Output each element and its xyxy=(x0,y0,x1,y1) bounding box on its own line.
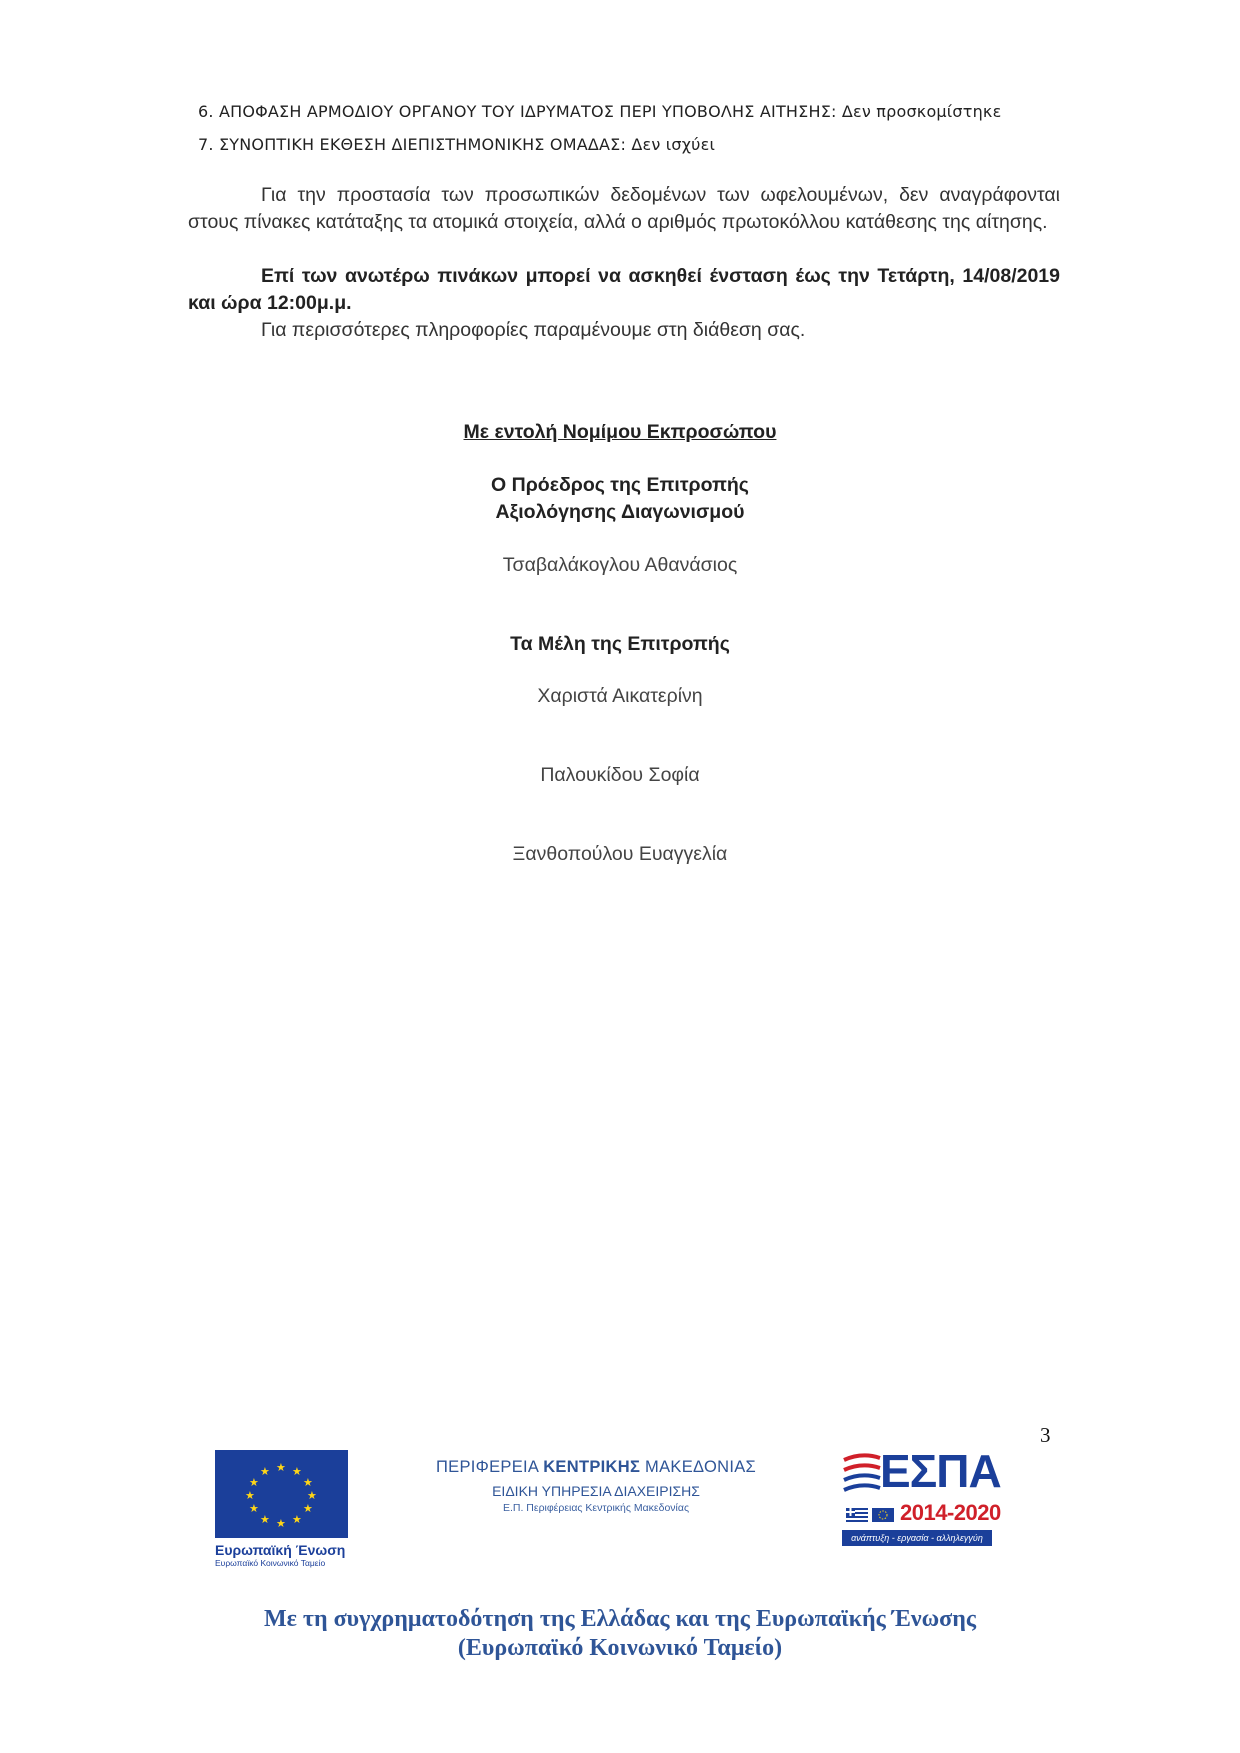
greek-eu-flags-icon xyxy=(846,1508,898,1522)
president-title-line1: Ο Πρόεδρος της Επιτροπής xyxy=(491,474,749,496)
espa-years: 2014-2020 xyxy=(900,1500,1001,1525)
member-name: Ξανθοπούλου Ευαγγελία xyxy=(512,843,728,865)
cofunding-line2: (Ευρωπαϊκό Κοινωνικό Ταμείο) xyxy=(457,1635,783,1661)
espa-swoosh-icon xyxy=(842,1448,882,1500)
eu-flag-icon: ★ ★ ★ ★ ★ ★ ★ ★ ★ ★ ★ ★ xyxy=(215,1450,348,1538)
cofunding-line1: Με τη συγχρηματοδότηση της Ελλάδας και της Ευρωπαϊκής Ένωσης xyxy=(263,1606,976,1632)
list-item-6: 6. ΑΠΟΦΑΣΗ ΑΡΜΟΔΙΟΥ ΟΡΓΑΝΟΥ ΤΟΥ ΙΔΡΥΜΑΤΟΣ ΠΕΡΙ ΥΠΟΒΟΛΗΣ ΑΙΤΗΣΗΣ: Δεν προσκομίστηκε xyxy=(198,102,1002,121)
region-title: ΠΕΡΙΦΕΡΕΙΑ ΚΕΝΤΡΙΚΗΣ ΜΑΚΕΔΟΝΙΑΣ xyxy=(435,1458,757,1476)
eu-logo-title: Ευρωπαϊκή Ένωση xyxy=(215,1542,346,1558)
eu-logo xyxy=(215,1450,350,1568)
mandate-heading: Με εντολή Νομίμου Εκπροσώπου xyxy=(463,421,777,443)
eu-logo-subtitle: Ευρωπαϊκό Κοινωνικό Ταμείο xyxy=(215,1558,326,1568)
president-name: Τσαβαλάκογλου Αθανάσιος xyxy=(502,554,738,576)
member-name: Χαριστά Αικατερίνη xyxy=(537,685,703,707)
page-number: 3 xyxy=(1040,1423,1051,1447)
espa-logo-icon xyxy=(842,1444,1001,1554)
list-item-7: 7. ΣΥΝΟΠΤΙΚΗ ΕΚΘΕΣΗ ΔΙΕΠΙΣΤΗΜΟΝΙΚΗΣ ΟΜΑΔΑΣ: Δεν ισχύει xyxy=(198,135,716,154)
info-paragraph: Για περισσότερες πληροφορίες παραμένουμε στη διάθεση σας. xyxy=(261,319,806,341)
members-heading: Τα Μέλη της Επιτροπής xyxy=(510,633,730,655)
espa-tagline: ανάπτυξη - εργασία - αλληλεγγύη xyxy=(842,1530,992,1546)
region-subtitle: ΕΙΔΙΚΗ ΥΠΗΡΕΣΙΑ ΔΙΑΧΕΙΡΙΣΗΣ xyxy=(492,1483,700,1499)
region-program: Ε.Π. Περιφέρειας Κεντρικής Μακεδονίας xyxy=(502,1502,690,1514)
member-name: Παλουκίδου Σοφία xyxy=(540,764,700,786)
objection-paragraph: Επί των ανωτέρω πινάκων μπορεί να ασκηθεί ένσταση έως την Τετάρτη, 14/08/2019 και ώρα 12:00μ.μ. xyxy=(188,265,1060,314)
president-title-line2: Αξιολόγησης Διαγωνισμού xyxy=(495,501,745,523)
espa-word: ΕΣΠΑ xyxy=(880,1445,1001,1497)
region-logo xyxy=(420,1458,772,1514)
privacy-paragraph: Για την προστασία των προσωπικών δεδομένων των ωφελουμένων, δεν αναγράφονται στους πίνακες κατάταξης τα ατομικά στοιχεία, αλλά ο αριθμός πρωτοκόλλου κατάθεσης της αίτησης. xyxy=(188,184,1060,233)
